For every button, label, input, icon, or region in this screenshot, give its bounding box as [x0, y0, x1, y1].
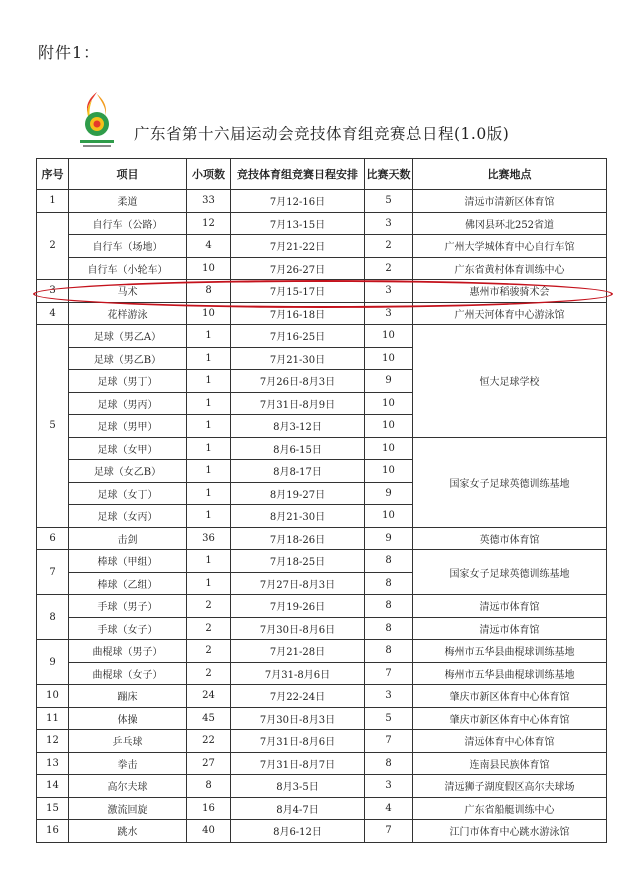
- event-name: 马术: [69, 280, 187, 303]
- sub-event-count: 24: [187, 685, 231, 708]
- row-number: 12: [37, 730, 69, 753]
- competition-days: 2: [365, 257, 413, 280]
- schedule-dates: 8月3-12日: [231, 415, 365, 438]
- competition-days: 8: [365, 640, 413, 663]
- sub-event-count: 1: [187, 325, 231, 348]
- schedule-dates: 7月26日-8月3日: [231, 370, 365, 393]
- event-name: 手球（女子）: [69, 617, 187, 640]
- event-name: 击剑: [69, 527, 187, 550]
- event-name: 花样游泳: [69, 302, 187, 325]
- sub-event-count: 2: [187, 617, 231, 640]
- venue: 恒大足球学校: [413, 325, 607, 438]
- event-name: 自行车（场地）: [69, 235, 187, 258]
- sub-event-count: 1: [187, 482, 231, 505]
- competition-days: 10: [365, 505, 413, 528]
- event-name: 足球（男丁）: [69, 370, 187, 393]
- sub-event-count: 40: [187, 820, 231, 843]
- schedule-dates: 7月22-24日: [231, 685, 365, 708]
- schedule-dates: 7月31-8月6日: [231, 662, 365, 685]
- schedule-dates: 7月26-27日: [231, 257, 365, 280]
- sub-event-count: 36: [187, 527, 231, 550]
- competition-days: 10: [365, 460, 413, 483]
- sub-event-count: 16: [187, 797, 231, 820]
- sub-event-count: 33: [187, 190, 231, 213]
- event-name: 足球（女甲）: [69, 437, 187, 460]
- sub-event-count: 8: [187, 775, 231, 798]
- competition-days: 8: [365, 595, 413, 618]
- schedule-dates: 7月18-25日: [231, 550, 365, 573]
- table-row: [37, 550, 607, 573]
- venue: 梅州市五华县曲棍球训练基地: [413, 662, 607, 685]
- sub-event-count: 2: [187, 662, 231, 685]
- attachment-label: 附件1：: [38, 43, 101, 62]
- sub-event-count: 1: [187, 370, 231, 393]
- schedule-dates: 7月19-26日: [231, 595, 365, 618]
- header-row: [37, 159, 607, 190]
- event-name: 足球（男乙A）: [69, 325, 187, 348]
- row-number: 13: [37, 752, 69, 775]
- competition-days: 3: [365, 212, 413, 235]
- table-row: [37, 302, 607, 325]
- event-name: 自行车（公路）: [69, 212, 187, 235]
- table-row: [37, 797, 607, 820]
- table-row: [37, 662, 607, 685]
- table-row: [37, 820, 607, 843]
- table-row: [37, 752, 607, 775]
- competition-days: 10: [365, 415, 413, 438]
- venue: 惠州市稻骏骑术会: [413, 280, 607, 303]
- schedule-dates: 7月18-26日: [231, 527, 365, 550]
- event-name: 曲棍球（男子）: [69, 640, 187, 663]
- competition-days: 8: [365, 617, 413, 640]
- row-number: 2: [37, 212, 69, 280]
- header-venue: 比赛地点: [413, 159, 607, 190]
- schedule-dates: 8月6-12日: [231, 820, 365, 843]
- sub-event-count: 10: [187, 302, 231, 325]
- competition-days: 2: [365, 235, 413, 258]
- venue: 国家女子足球英德训练基地: [413, 437, 607, 527]
- venue: 清远体育中心体育馆: [413, 730, 607, 753]
- event-name: 足球（男乙B）: [69, 347, 187, 370]
- schedule-dates: 7月16-18日: [231, 302, 365, 325]
- competition-days: 10: [365, 347, 413, 370]
- competition-days: 7: [365, 662, 413, 685]
- schedule-dates: 7月30日-8月3日: [231, 707, 365, 730]
- event-name: 乒乓球: [69, 730, 187, 753]
- event-name: 拳击: [69, 752, 187, 775]
- event-name: 体操: [69, 707, 187, 730]
- venue: 江门市体育中心跳水游泳馆: [413, 820, 607, 843]
- schedule-dates: 7月15-17日: [231, 280, 365, 303]
- sub-event-count: 1: [187, 437, 231, 460]
- table-row: [37, 527, 607, 550]
- sub-event-count: 1: [187, 460, 231, 483]
- competition-days: 8: [365, 572, 413, 595]
- schedule-dates: 8月19-27日: [231, 482, 365, 505]
- schedule-dates: 7月21-30日: [231, 347, 365, 370]
- schedule-dates: 7月21-22日: [231, 235, 365, 258]
- sub-event-count: 2: [187, 595, 231, 618]
- sub-event-count: 1: [187, 347, 231, 370]
- event-name: 足球（男甲）: [69, 415, 187, 438]
- event-name: 激流回旋: [69, 797, 187, 820]
- event-name: 蹦床: [69, 685, 187, 708]
- schedule-dates: 7月21-28日: [231, 640, 365, 663]
- competition-days: 9: [365, 370, 413, 393]
- venue: 英德市体育馆: [413, 527, 607, 550]
- event-name: 柔道: [69, 190, 187, 213]
- schedule-dates: 7月31日-8月6日: [231, 730, 365, 753]
- event-name: 足球（男丙）: [69, 392, 187, 415]
- competition-days: 3: [365, 280, 413, 303]
- table-row: [37, 595, 607, 618]
- competition-days: 3: [365, 302, 413, 325]
- row-number: 6: [37, 527, 69, 550]
- sub-event-count: 1: [187, 415, 231, 438]
- competition-days: 4: [365, 797, 413, 820]
- venue: 广州大学城体育中心自行车馆: [413, 235, 607, 258]
- row-number: 10: [37, 685, 69, 708]
- schedule-dates: 7月27日-8月3日: [231, 572, 365, 595]
- event-name: 跳水: [69, 820, 187, 843]
- event-name: 足球（女丙）: [69, 505, 187, 528]
- row-number: 5: [37, 325, 69, 528]
- schedule-dates: 7月31日-8月9日: [231, 392, 365, 415]
- competition-days: 7: [365, 730, 413, 753]
- table-row: [37, 640, 607, 663]
- schedule-dates: 7月31日-8月7日: [231, 752, 365, 775]
- venue: 肇庆市新区体育中心体育馆: [413, 707, 607, 730]
- table-row: [37, 190, 607, 213]
- schedule-dates: 7月12-16日: [231, 190, 365, 213]
- venue: 清远狮子湖度假区高尔夫球场: [413, 775, 607, 798]
- row-number: 7: [37, 550, 69, 595]
- competition-days: 10: [365, 437, 413, 460]
- sub-event-count: 45: [187, 707, 231, 730]
- venue: 国家女子足球英德训练基地: [413, 550, 607, 595]
- row-number: 3: [37, 280, 69, 303]
- sub-event-count: 8: [187, 280, 231, 303]
- competition-days: 10: [365, 392, 413, 415]
- event-name: 棒球（乙组）: [69, 572, 187, 595]
- schedule-dates: 8月4-7日: [231, 797, 365, 820]
- sub-event-count: 4: [187, 235, 231, 258]
- event-name: 手球（男子）: [69, 595, 187, 618]
- row-number: 8: [37, 595, 69, 640]
- venue: 连南县民族体育馆: [413, 752, 607, 775]
- sub-event-count: 1: [187, 392, 231, 415]
- table-row: [37, 325, 607, 348]
- sub-event-count: 10: [187, 257, 231, 280]
- sub-event-count: 22: [187, 730, 231, 753]
- schedule-dates: 8月21-30日: [231, 505, 365, 528]
- venue: 肇庆市新区体育中心体育馆: [413, 685, 607, 708]
- table-row: [37, 257, 607, 280]
- sub-event-count: 1: [187, 572, 231, 595]
- games-emblem-icon: [74, 88, 120, 152]
- competition-days: 9: [365, 527, 413, 550]
- venue: 清远市清新区体育馆: [413, 190, 607, 213]
- competition-days: 3: [365, 685, 413, 708]
- row-number: 4: [37, 302, 69, 325]
- schedule-table: [36, 158, 607, 843]
- sub-event-count: 27: [187, 752, 231, 775]
- event-name: 棒球（甲组）: [69, 550, 187, 573]
- event-name: 自行车（小轮车）: [69, 257, 187, 280]
- row-number: 9: [37, 640, 69, 685]
- header-no: 序号: [37, 159, 69, 190]
- event-name: 足球（女丁）: [69, 482, 187, 505]
- event-name: 曲棍球（女子）: [69, 662, 187, 685]
- row-number: 1: [37, 190, 69, 213]
- venue: 清远市体育馆: [413, 595, 607, 618]
- competition-days: 3: [365, 775, 413, 798]
- competition-days: 5: [365, 190, 413, 213]
- row-number: 16: [37, 820, 69, 843]
- row-number: 11: [37, 707, 69, 730]
- sub-event-count: 1: [187, 505, 231, 528]
- table-row: [37, 685, 607, 708]
- header-schedule: 竞技体育组竞赛日程安排: [231, 159, 365, 190]
- row-number: 15: [37, 797, 69, 820]
- venue: 梅州市五华县曲棍球训练基地: [413, 640, 607, 663]
- sub-event-count: 12: [187, 212, 231, 235]
- venue: 广东省黄村体育训练中心: [413, 257, 607, 280]
- schedule-dates: 7月16-25日: [231, 325, 365, 348]
- header-event: 项目: [69, 159, 187, 190]
- table-row: [37, 280, 607, 303]
- table-row: [37, 212, 607, 235]
- header-days: 比赛天数: [365, 159, 413, 190]
- table-row: [37, 707, 607, 730]
- sub-event-count: 2: [187, 640, 231, 663]
- table-row: [37, 617, 607, 640]
- event-name: 足球（女乙B）: [69, 460, 187, 483]
- schedule-dates: 8月8-17日: [231, 460, 365, 483]
- schedule-dates: 8月3-5日: [231, 775, 365, 798]
- table-row: [37, 775, 607, 798]
- document-title: 广东省第十六届运动会竞技体育组竞赛总日程(1.0版): [134, 125, 510, 143]
- table-row: [37, 235, 607, 258]
- venue: 佛冈县环北252省道: [413, 212, 607, 235]
- competition-days: 8: [365, 752, 413, 775]
- sub-event-count: 1: [187, 550, 231, 573]
- table-row: [37, 730, 607, 753]
- event-name: 高尔夫球: [69, 775, 187, 798]
- venue: 广东省船艇训练中心: [413, 797, 607, 820]
- competition-days: 5: [365, 707, 413, 730]
- competition-days: 7: [365, 820, 413, 843]
- schedule-dates: 7月30日-8月6日: [231, 617, 365, 640]
- row-number: 14: [37, 775, 69, 798]
- schedule-dates: 8月6-15日: [231, 437, 365, 460]
- schedule-dates: 7月13-15日: [231, 212, 365, 235]
- table-row: [37, 437, 607, 460]
- competition-days: 9: [365, 482, 413, 505]
- venue: 清远市体育馆: [413, 617, 607, 640]
- competition-days: 8: [365, 550, 413, 573]
- header-sub-events: 小项数: [187, 159, 231, 190]
- competition-days: 10: [365, 325, 413, 348]
- venue: 广州天河体育中心游泳馆: [413, 302, 607, 325]
